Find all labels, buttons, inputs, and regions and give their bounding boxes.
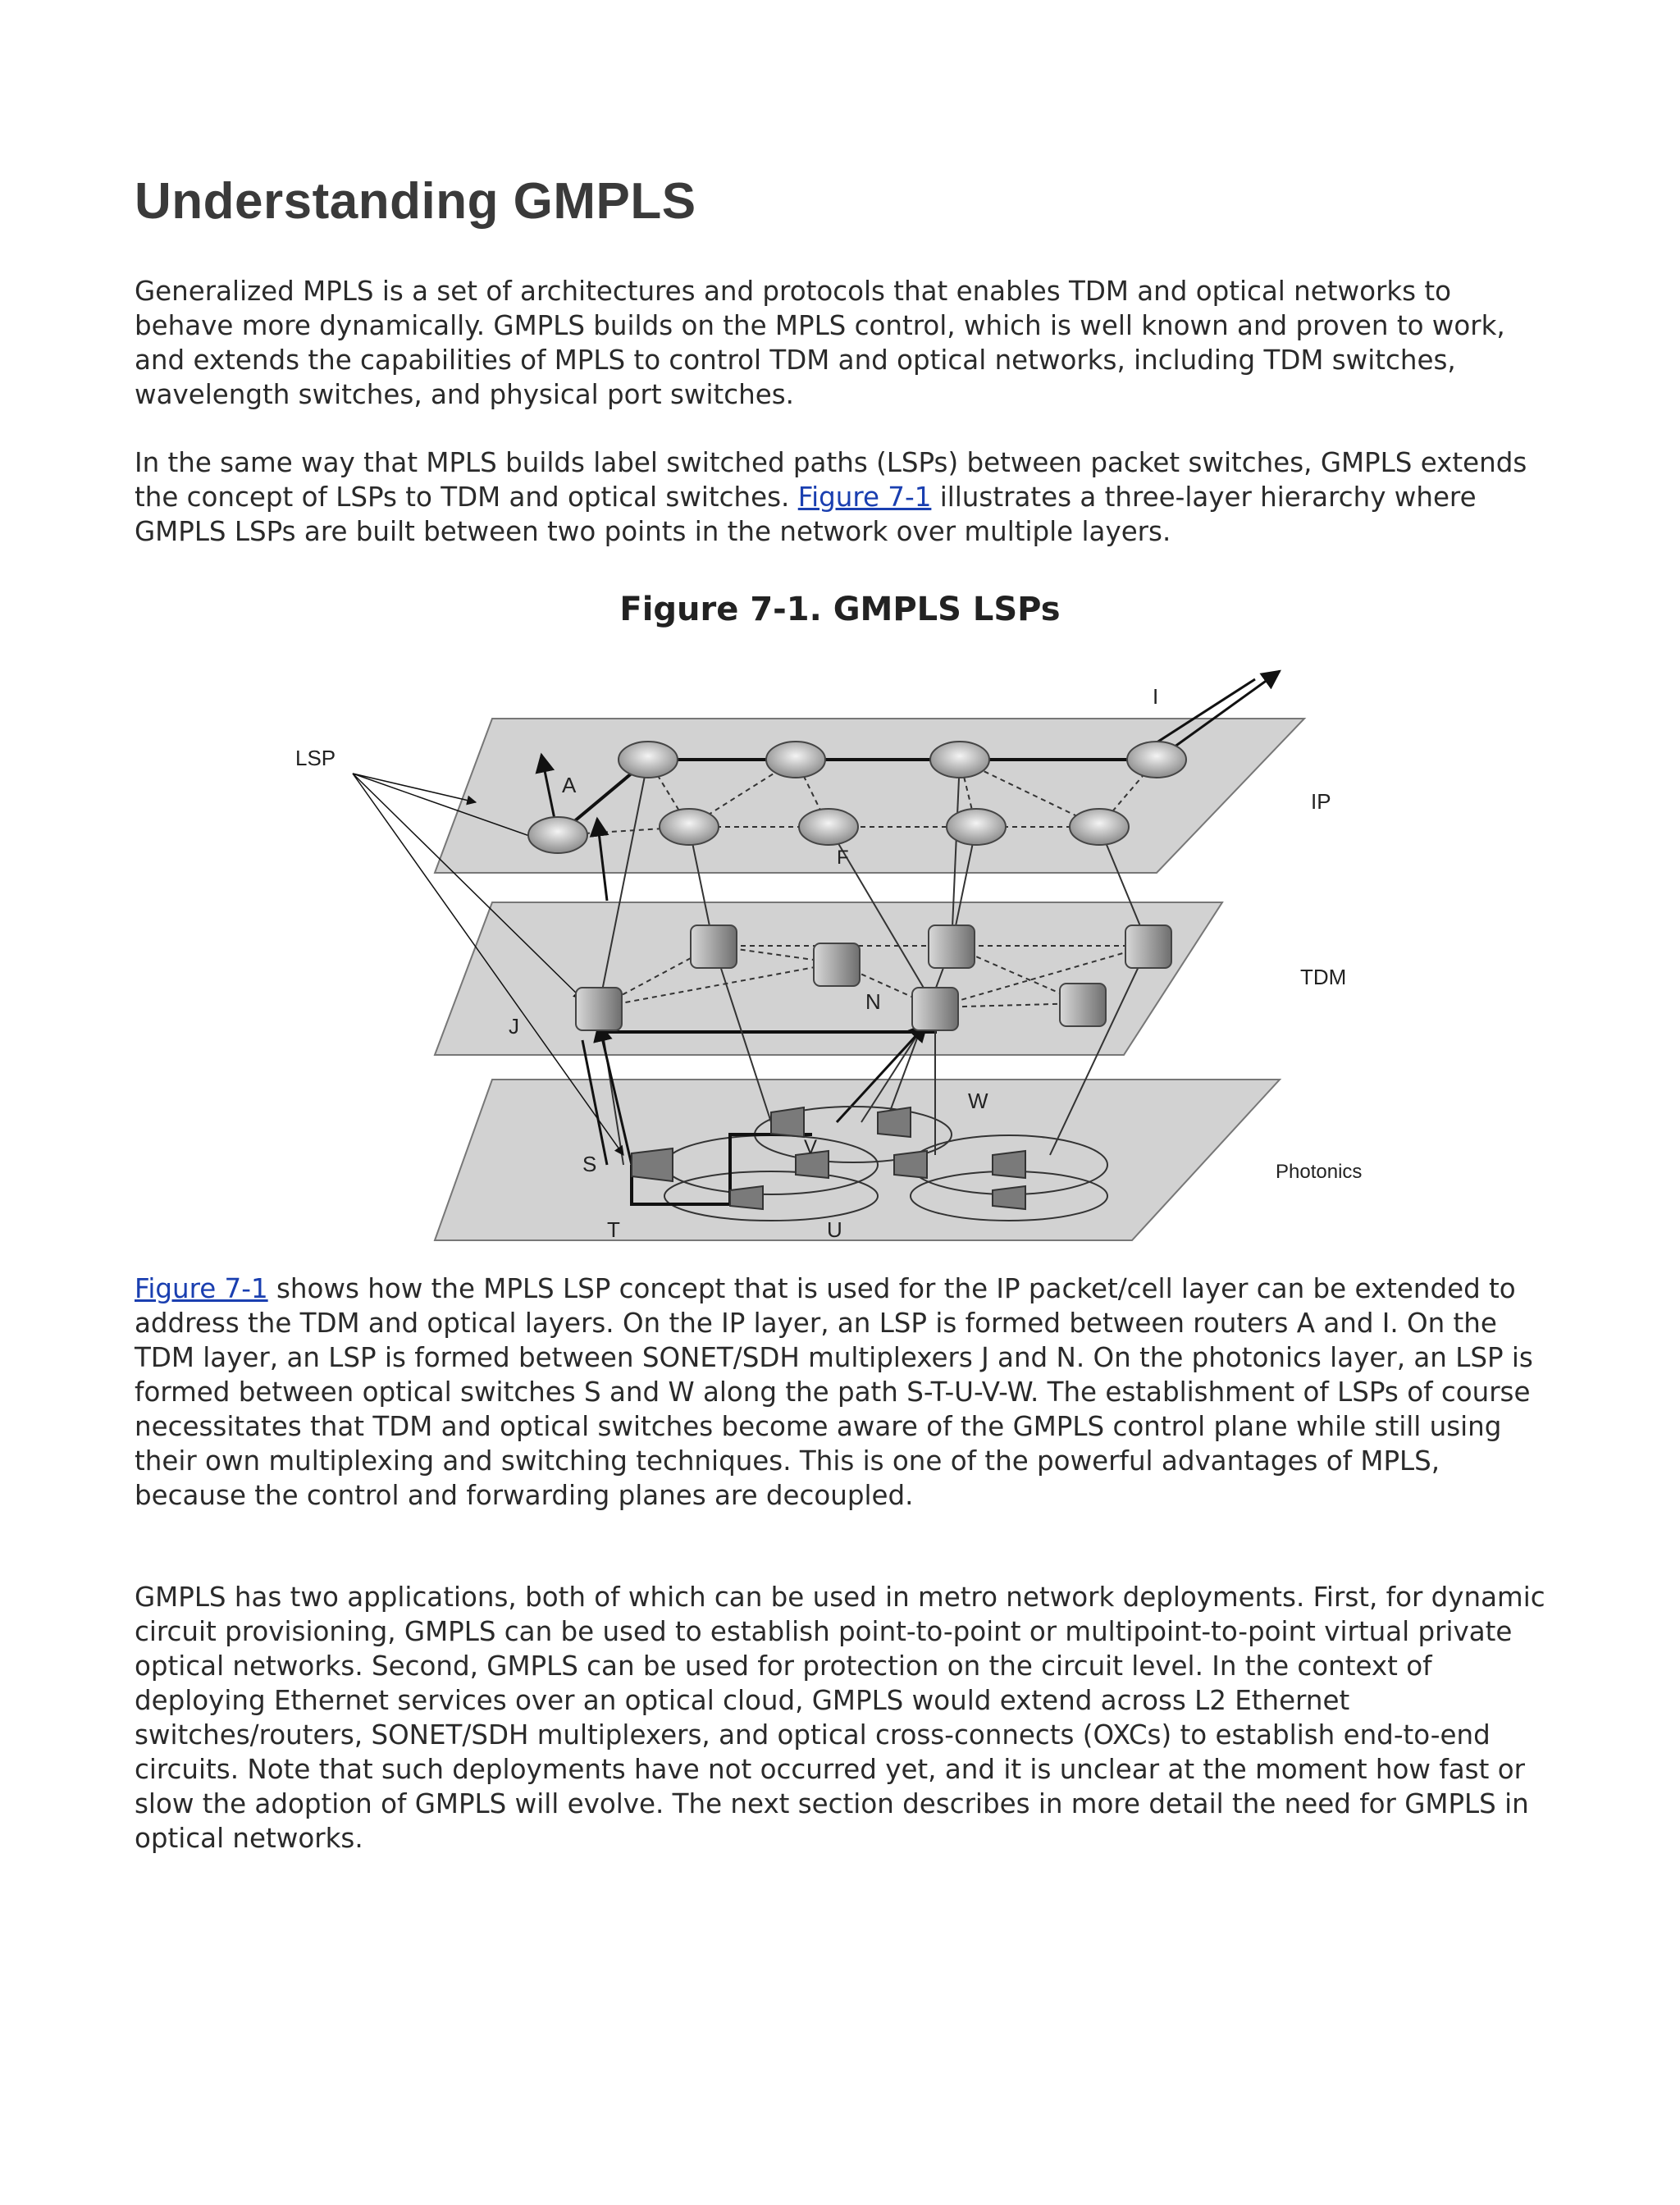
figure-explanation-paragraph	[135, 1271, 1554, 1513]
gmpls-figure	[271, 663, 1419, 1253]
gmpls-diagram	[271, 663, 1419, 1253]
switch-u-label: U	[827, 1217, 842, 1242]
photonics-layer-label: Photonics	[1276, 1161, 1363, 1183]
router-i-label: I	[1153, 684, 1159, 709]
switch-v-label: V	[804, 1136, 818, 1158]
applications-paragraph: GMPLS has two applications, both of which can be used in metro network deployments. First, for dynamic circuit provisioning, GMPLS can be used to establish point-to-point or multipoint-to-point virtual private optical networks. Second, GMPLS can be used for protection on the circuit level. In the context of deploying Ethernet services over an optical cloud, GMPLS would extend across L2 Ethernet switches/routers, SONET/SDH multiplexers, and optical cross-connects (OXCs) to establish end-to-end circuits. Note that such deployments have not occurred yet, and it is unclear at the moment how fast or slow the adoption of GMPLS will evolve. The next section describes in more detail the need for GMPLS in optical networks.	[135, 1582, 1545, 1854]
figure-caption: Figure 7-1. GMPLS LSPs	[619, 591, 1061, 628]
switch-s-label: S	[582, 1152, 597, 1176]
figure-link-2[interactable]: Figure 7-1	[135, 1273, 268, 1304]
router-f-label: F	[837, 847, 849, 869]
lsp-paragraph	[135, 445, 1554, 549]
figure-link[interactable]: Figure 7-1	[797, 482, 932, 513]
switch-w-label: W	[968, 1089, 988, 1113]
lsp-label: LSP	[295, 746, 336, 770]
mux-j-label: J	[509, 1014, 519, 1039]
photonics-plane	[435, 1080, 1280, 1240]
switch-t-label: T	[607, 1217, 620, 1242]
ip-layer-label: IP	[1311, 789, 1331, 814]
intro-paragraph: Generalized MPLS is a set of architectures and protocols that enables TDM and optical networks to behave more dynamically. GMPLS builds on the MPLS control, which is well known and proven to work, and extends the capabilities of MPLS to control TDM and optical networks, including TDM switches, wavelength switches, and physical port switches.	[135, 276, 1505, 410]
router-a-label: A	[562, 773, 577, 797]
lsp-paragraph-text-1: In the same way that MPLS builds label switched paths (LSPs) between packet switches, GMPLS extends the concept of LSPs to TDM and optical switches.	[135, 447, 1527, 513]
mux-n-label: N	[865, 989, 881, 1014]
figure-explanation-text: shows how the MPLS LSP concept that is used for the IP packet/cell layer can be extended to address the TDM and optical layers. On the IP layer, an LSP is formed between routers A and I. On the TDM layer, an LSP is formed between SONET/SDH multiplexers J and N. On the photonics layer, an LSP is formed between optical switches S and W along the path S-T-U-V-W. The establishment of LSPs of course necessitates that TDM and optical switches become aware of the GMPLS control plane while still using their own multiplexing and switching techniques. This is one of the powerful advantages of MPLS, because the control and forwarding planes are decoupled.	[135, 1273, 1533, 1511]
tdm-layer-label: TDM	[1300, 965, 1347, 989]
page-title: Understanding GMPLS	[135, 173, 696, 230]
lsp-paragraph-text-2: illustrates a three-layer hierarchy where GMPLS LSPs are built between two points in the network over multiple layers.	[135, 482, 1477, 547]
